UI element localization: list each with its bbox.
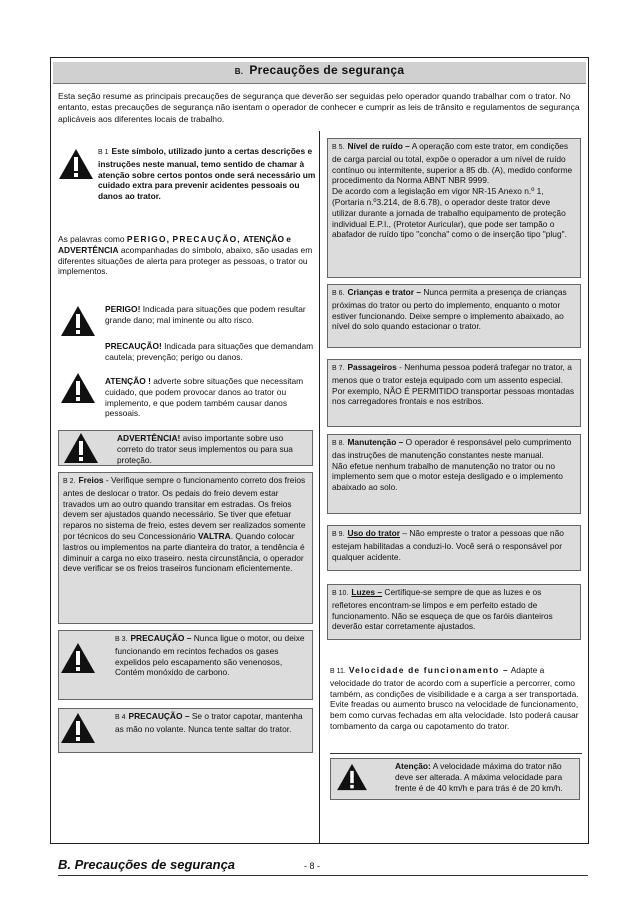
keyword-perigo: PERIGO, [126,234,171,244]
b8-text-b: Não efetue nenhum trabalho de manutenção no trator ou no implemento sem que o motor esteja desligado e o implemento abaixado ao solo. [332,460,563,493]
warning-triangle-icon [63,432,99,464]
section-title [53,63,586,77]
b11-divider [330,753,582,754]
b10-text: Certifique-se sempre de que as luzes e os refletores encontram-se limpos e em perfeito estado de funcionamento. Não se esqueça de que os faróis dianteiros deverão estar corretamente ajustados. [332,587,553,632]
b1-label: B 1 [98,149,109,156]
atencao-term: ATENÇÃO ! [105,376,151,386]
b10-title: Luzes – [351,587,383,597]
b9-uso-box [327,525,581,571]
atencao-text: adverte sobre situações que necessitam cuidado, que podem provocar danos ao trator ou implemento, e que podem também causar danos pessoais. [105,376,304,419]
perigo-definition [105,304,315,326]
precaucao-term: PRECAUÇÃO! [105,341,162,351]
b7-title: Passageiros [347,362,397,372]
b10-luzes-box [327,584,581,640]
b6-label: B 6. [332,290,345,297]
warning-triangle-icon [58,148,94,180]
keywords-paragraph [58,234,315,277]
precaucao-definition [105,341,315,363]
b4-text: Se o trator capotar, mantenha as mão no volante. Nunca tente saltar do trator. [115,711,303,734]
advertencia-term: ADVERTÊNCIA! [117,433,181,443]
b3-title: PRECAUÇÃO – [130,633,192,643]
b7-label: B 7. [332,365,345,372]
warning-triangle-icon [60,642,96,674]
b8-label: B 8. [332,440,345,447]
b10-label: B 10. [332,590,349,597]
b11-label: B 11. [330,668,346,675]
advertencia-text: aviso importante sobre uso correto do trator seus implementos ou para sua proteção. [117,433,293,465]
b6-title: Crianças e trator – [347,287,422,297]
b3-text: Nunca ligue o motor, ou deixe funcionando em recintos fechados os gases expelidos pelo escapamento são venenosos, Contém monóxido de carbono. [115,633,305,678]
perigo-term: PERIGO! [105,304,141,314]
page-number: - 8 - [304,861,321,871]
b11-title: Velocidade de funcionamento – [348,665,509,675]
b3-label: B 3. [115,636,128,643]
b1-block [98,146,318,202]
section-title-text: Precauções de segurança [249,63,405,77]
b5-text-b: De acordo com a legislação em vigor NR-15 Anexo n.º 1, (Portaria n.º3.214, de 8.6.78), o operador deste trator deve utilizar durante a jornada de trabalho equipamento de proteção individual E.P.I., (Protetor Auricular), que pode ser tampão o abafador de ruído tipo "concha" como o de inserção tipo "plug". [332,186,567,240]
b5-label: B 5. [332,144,345,151]
b5-title: Nível de ruído – [347,141,410,151]
b8-manutencao-box [327,434,581,514]
footer-rule [58,875,588,876]
b7-passageiros-box [327,359,581,427]
b2-label: B 2. [63,478,76,485]
intro-paragraph: Esta seção resume as principais precauções de segurança que deverão ser seguidas pelo operador quando trabalhar com o trator. No entanto, estas precauções de segurança não isentam o operador de conhecer e cumprir as leis de trânsito e regulamentos de segurança aplicáveis aos diferentes locais de trabalho. [58,91,580,124]
keywords-intro: As palavras como [58,234,125,244]
b2-text-a: - Verifique sempre o funcionamento correto dos freios antes de deslocar o trator. Os pedais do freio devem estar travados um ao outro quando transitar em estradas. Os freios devem ser ajustados quando necessário. Se tiver que efetuar reparos no sistema de freio, estes devem ser realizados somente por técnicos do seu Concessionário [63,475,306,541]
b6-criancas-box [327,284,581,348]
b5-text-a: A operação com este trator, em condições de carga parcial ou total, expõe o operador a um nível de ruído contínuo ou intermitente, superior a 85 db. (A), medido conforme procedimento da Norma ABNT NBR 9999. [332,141,573,186]
keywords-rest: acompanhadas do símbolo, abaixo, são usadas em diferentes situações de alerta para proteger as pessoas, o trator ou implementos. [58,244,313,277]
b1-text: Este símbolo, utilizado junto a certas descrições e instruções neste manual, temo sentido de chamar à atenção sobre certos pontos onde será necessário um cuidado extra para prevenir acidentes pessoais ou danos ao trator. [98,146,316,202]
b2-brand: VALTRA [198,530,231,541]
precaucao-text: Indicada para situações que demandam cautela; prevenção; perigo ou danos. [105,341,314,362]
b6-text: Nunca permita a presença de crianças próximas do trator ou perto do implemento, enquanto o motor estiver funcionando. Deixe sempre o implemento abaixado, ao nível do solo quando estacionar o trator. [332,287,567,332]
warning-triangle-icon [336,763,368,791]
b9-title: Uso do trator [347,528,401,538]
b2-freios-box [58,472,313,624]
column-divider [319,131,320,844]
b4-title: PRECAUÇÃO – [128,711,190,721]
footer-title: B. Precauções de segurança [58,857,236,872]
keyword-atencao-advertencia: ATENÇÃO e ADVERTÊNCIA [58,234,291,255]
atencao-speed-term: Atenção: [395,761,431,771]
b2-text-b: . Quando colocar lastros ou implementos na parte dianteira do trator, a tendência é diminuir a carga no eixo traseiro. nesta circunstância, o operador deve verificar se os freios traseiros funcionam eficientemente. [63,530,305,574]
b11-text: Adapte a velocidade do trator de acordo com a superfície a percorrer, como também, as condições de visibilidade e a carga a ser transportada. Evite freadas ou aumento brusco na velocidade de funcionamento, bem como curvas fechadas em alta velocidade. Isto poderá causar tombamento da carga ou capotamento do trator. [330,665,579,731]
b8-text-a: O operador é responsável pelo cumprimento das instruções de manutenção constantes neste manual. [332,437,572,460]
b3-box [58,630,313,700]
keyword-precaucao: PRECAUÇÃO, [172,234,241,244]
b2-title: Freios [78,475,104,485]
atencao-definition [105,376,315,419]
atencao-speed-text: A velocidade máxima do trator não deve ser alterada. A máxima velocidade para frente é de 40 km/h e para trás é de 20 km/h. [395,761,563,793]
b7-text: - Nenhuma pessoa poderá trafegar no trator, a menos que o trator esteja equipado com um assento especial. Por exemplo, NÃO É PERMITIDO transportar pessoas montadas nos carregadores frontais e nos estribos. [332,362,575,407]
warning-triangle-icon [60,305,96,337]
b9-text: – Não empreste o trator a pessoas que não estejam habilitadas a conduzi-lo. Você será o responsável por qualquer acidente. [332,528,564,562]
b5-ruido-box [327,138,581,278]
b9-label: B 9. [332,531,345,538]
warning-triangle-icon [60,372,96,404]
b8-title: Manutenção – [347,437,404,447]
perigo-text: Indicada para situações que podem resultar grande dano; mal iminente ou alto risco. [105,304,306,325]
warning-triangle-icon [60,712,96,744]
b11-velocidade-block [330,665,582,732]
b4-box [58,708,313,753]
b4-label: B 4 [115,714,126,721]
section-letter: B. [234,67,244,76]
